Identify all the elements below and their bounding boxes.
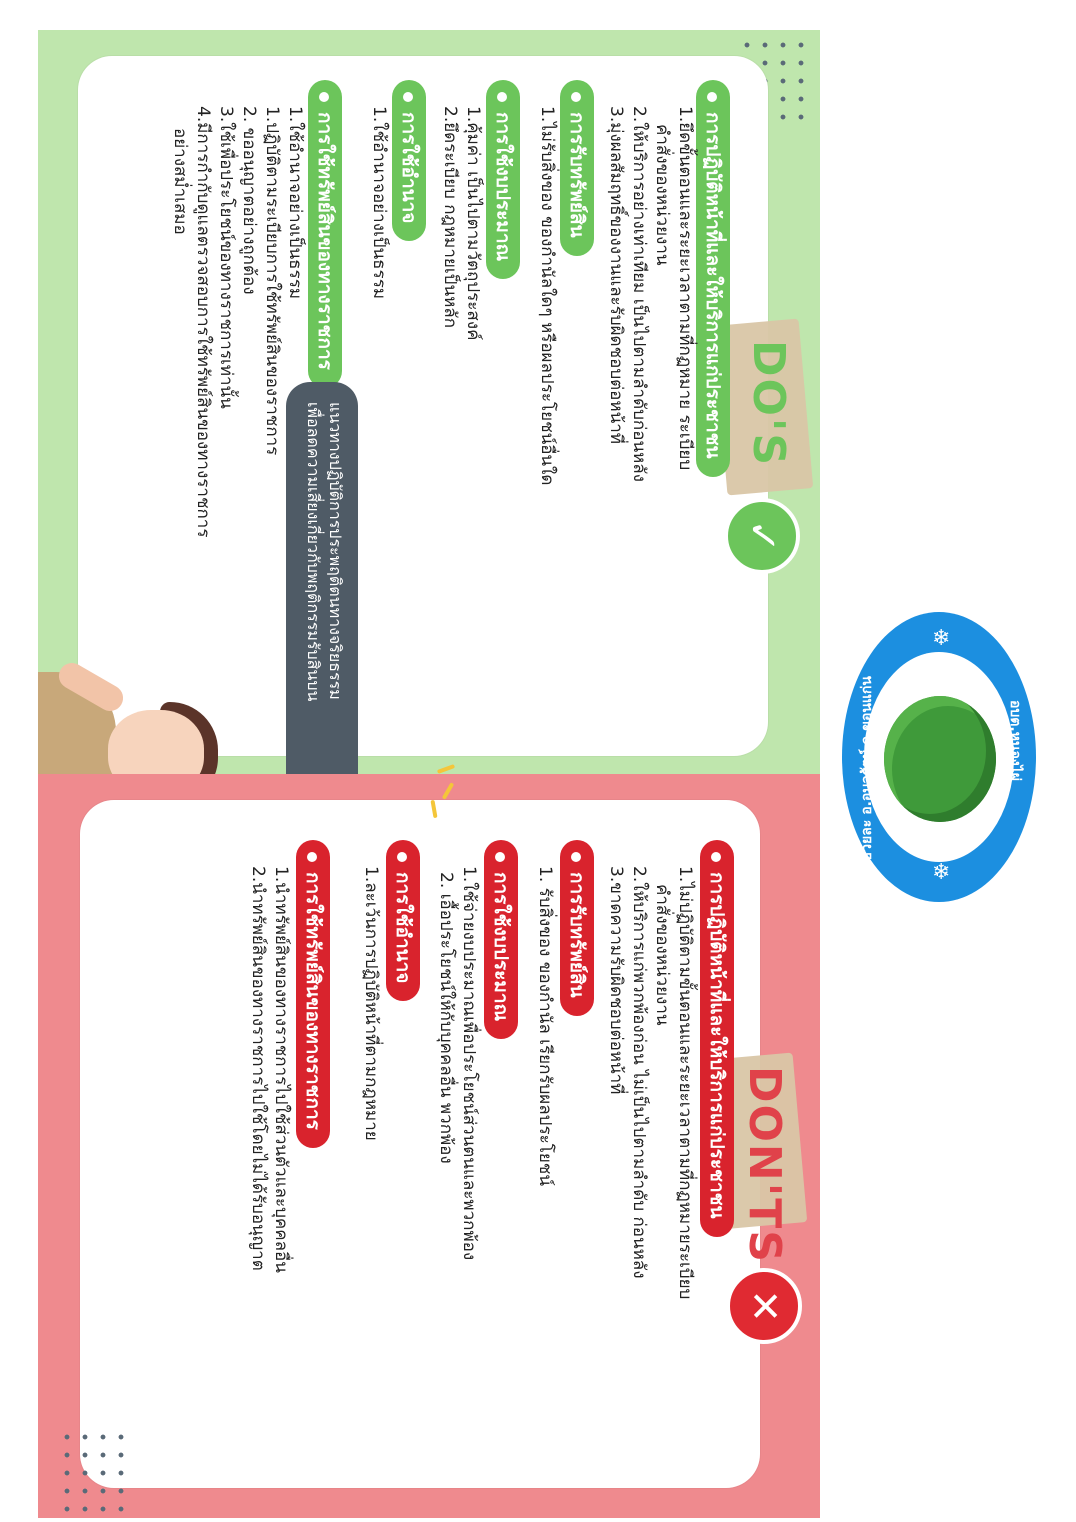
organization-logo [842,612,1036,902]
donts-section-title: การใช้ทรัพย์สินของทางราชการ [296,840,330,1148]
snowflake-icon: ❄ [932,626,951,651]
dos-section-title: การใช้งบประมาณ [486,80,520,279]
donts-section-title: การปฏิบัติหน้าที่และให้บริการแก่ประชาชน [700,840,734,1237]
donts-section-title: การใช้อำนาจ [386,840,420,1001]
dos-section-title: การรับทรัพย์สิน [560,80,594,256]
dos-section-items: 1.คุ้มค่า เป็นไปตามวัตถุประสงค์ 2.ยึดระเบียบ กฎหมายเป็นหลัก [440,106,483,341]
donts-section-items: 1.นำทรัพย์สินของทางราชการไปใช้ส่วนตัวและบุคคลอื่น 2.นำทรัพย์สินของทางราชการไปใช้โดยไม่ได้รับอนุญาต [248,866,291,1273]
dos-section-title: การใช้อำนาจ [392,80,426,241]
donts-section-title: การใช้งบประมาณ [484,840,518,1039]
poster-rotated-content [38,30,820,1518]
dos-section-title: การใช้ทรัพย์สินของทางราชการ [308,80,342,388]
dos-section-items: 1.ยึดขั้นตอนและระยะเวลาตามที่กฏหมาย ระเบียบ คำสั่งของหน่วยงาน 2.ให้บริการอย่างเท่าเทียม เป็นไปตามลำดับก่อนหลัง 3.มุ่งผลสัมฤทธิ์ของงานและรับผิดชอบต่อหน้าที่ [606,106,695,482]
donts-heading: DON'TS [739,1066,790,1264]
infographic-poster [38,30,820,1518]
dos-section-items: 1.ใช้อำนาจอย่างเป็นธรรม [369,106,389,300]
dos-heading: DO'S [743,340,794,468]
x-icon: ✕ [726,1268,802,1344]
logo-text-side: ปี.ธวยละ อ.อุบลรัตน์ จ.ขอนแก่น [859,676,875,875]
donts-panel [38,774,820,1518]
donts-section-items: 1. รับสิ่งของ ของกำนัล เรียกรับผลประโยชน์ [535,866,555,1186]
dos-section-title: การปฏิบัติหน้าที่และให้บริการแก่ประชาชน [696,80,730,477]
dos-section-items: 1.ไม่รับสิ่งของ ของกำนัลใดๆ หรือผลประโยชน์อื่นใด [537,106,557,486]
logo-text-top: อบต.หนองไผ่ [1007,700,1023,781]
check-icon: ✓ [724,498,800,574]
donts-section-items: 1.ใช้จ่ายงบประมาณเพื่อประโยชน์ส่วนตนและพวกพ้อง 2. เอื้อประโยชน์ให้กับบุคคลอื่น พวกพ้อง [436,866,479,1261]
snowflake-icon: ❄ [932,860,951,885]
tree-icon [884,696,996,822]
dos-section-items: 1.ใช้อำนาจอย่างเป็นธรรม 1.ปฏิบัติตามระเบียบการใช้ทรัพย์สินของราชการ 2. ขออนุญาตอย่างถูกต้อง 3.ใช้เพื่อประโยชน์ของทางราชการเท่านั้น 4.มีการกำกับดูแลตรวจสอบการใช้ทรัพย์สินของทางราชการ อย่างสม่ำเสมอ [170,106,305,538]
decorative-dots [60,1428,130,1518]
donts-section-items: 1.ไม่ปฏิบัติตามขั้นตอนและระยะเวลาตามที่กฏหมายระเบียบ คำสั่งของหน่วยงาน 2.ให้บริการแก่พวกพ้องก่อน ไม่เป็นไปตามลำดับ ก่อนหลัง 3.ขาดความรับผิดชอบต่อหน้าที่ [606,866,695,1300]
donts-section-items: 1.ละเว้นการปฏิบัติหน้าที่ตามกฎหมาย [361,866,381,1141]
speech-bubble: แนวทางปฏิบัติการประพฤติตนทางจริยธรรม เพื่อลดความเสี่ยงเกี่ยวกับพฤติกรรมรับสินบน [286,382,358,802]
donts-section-title: การรับทรัพย์สิน [560,840,594,1016]
